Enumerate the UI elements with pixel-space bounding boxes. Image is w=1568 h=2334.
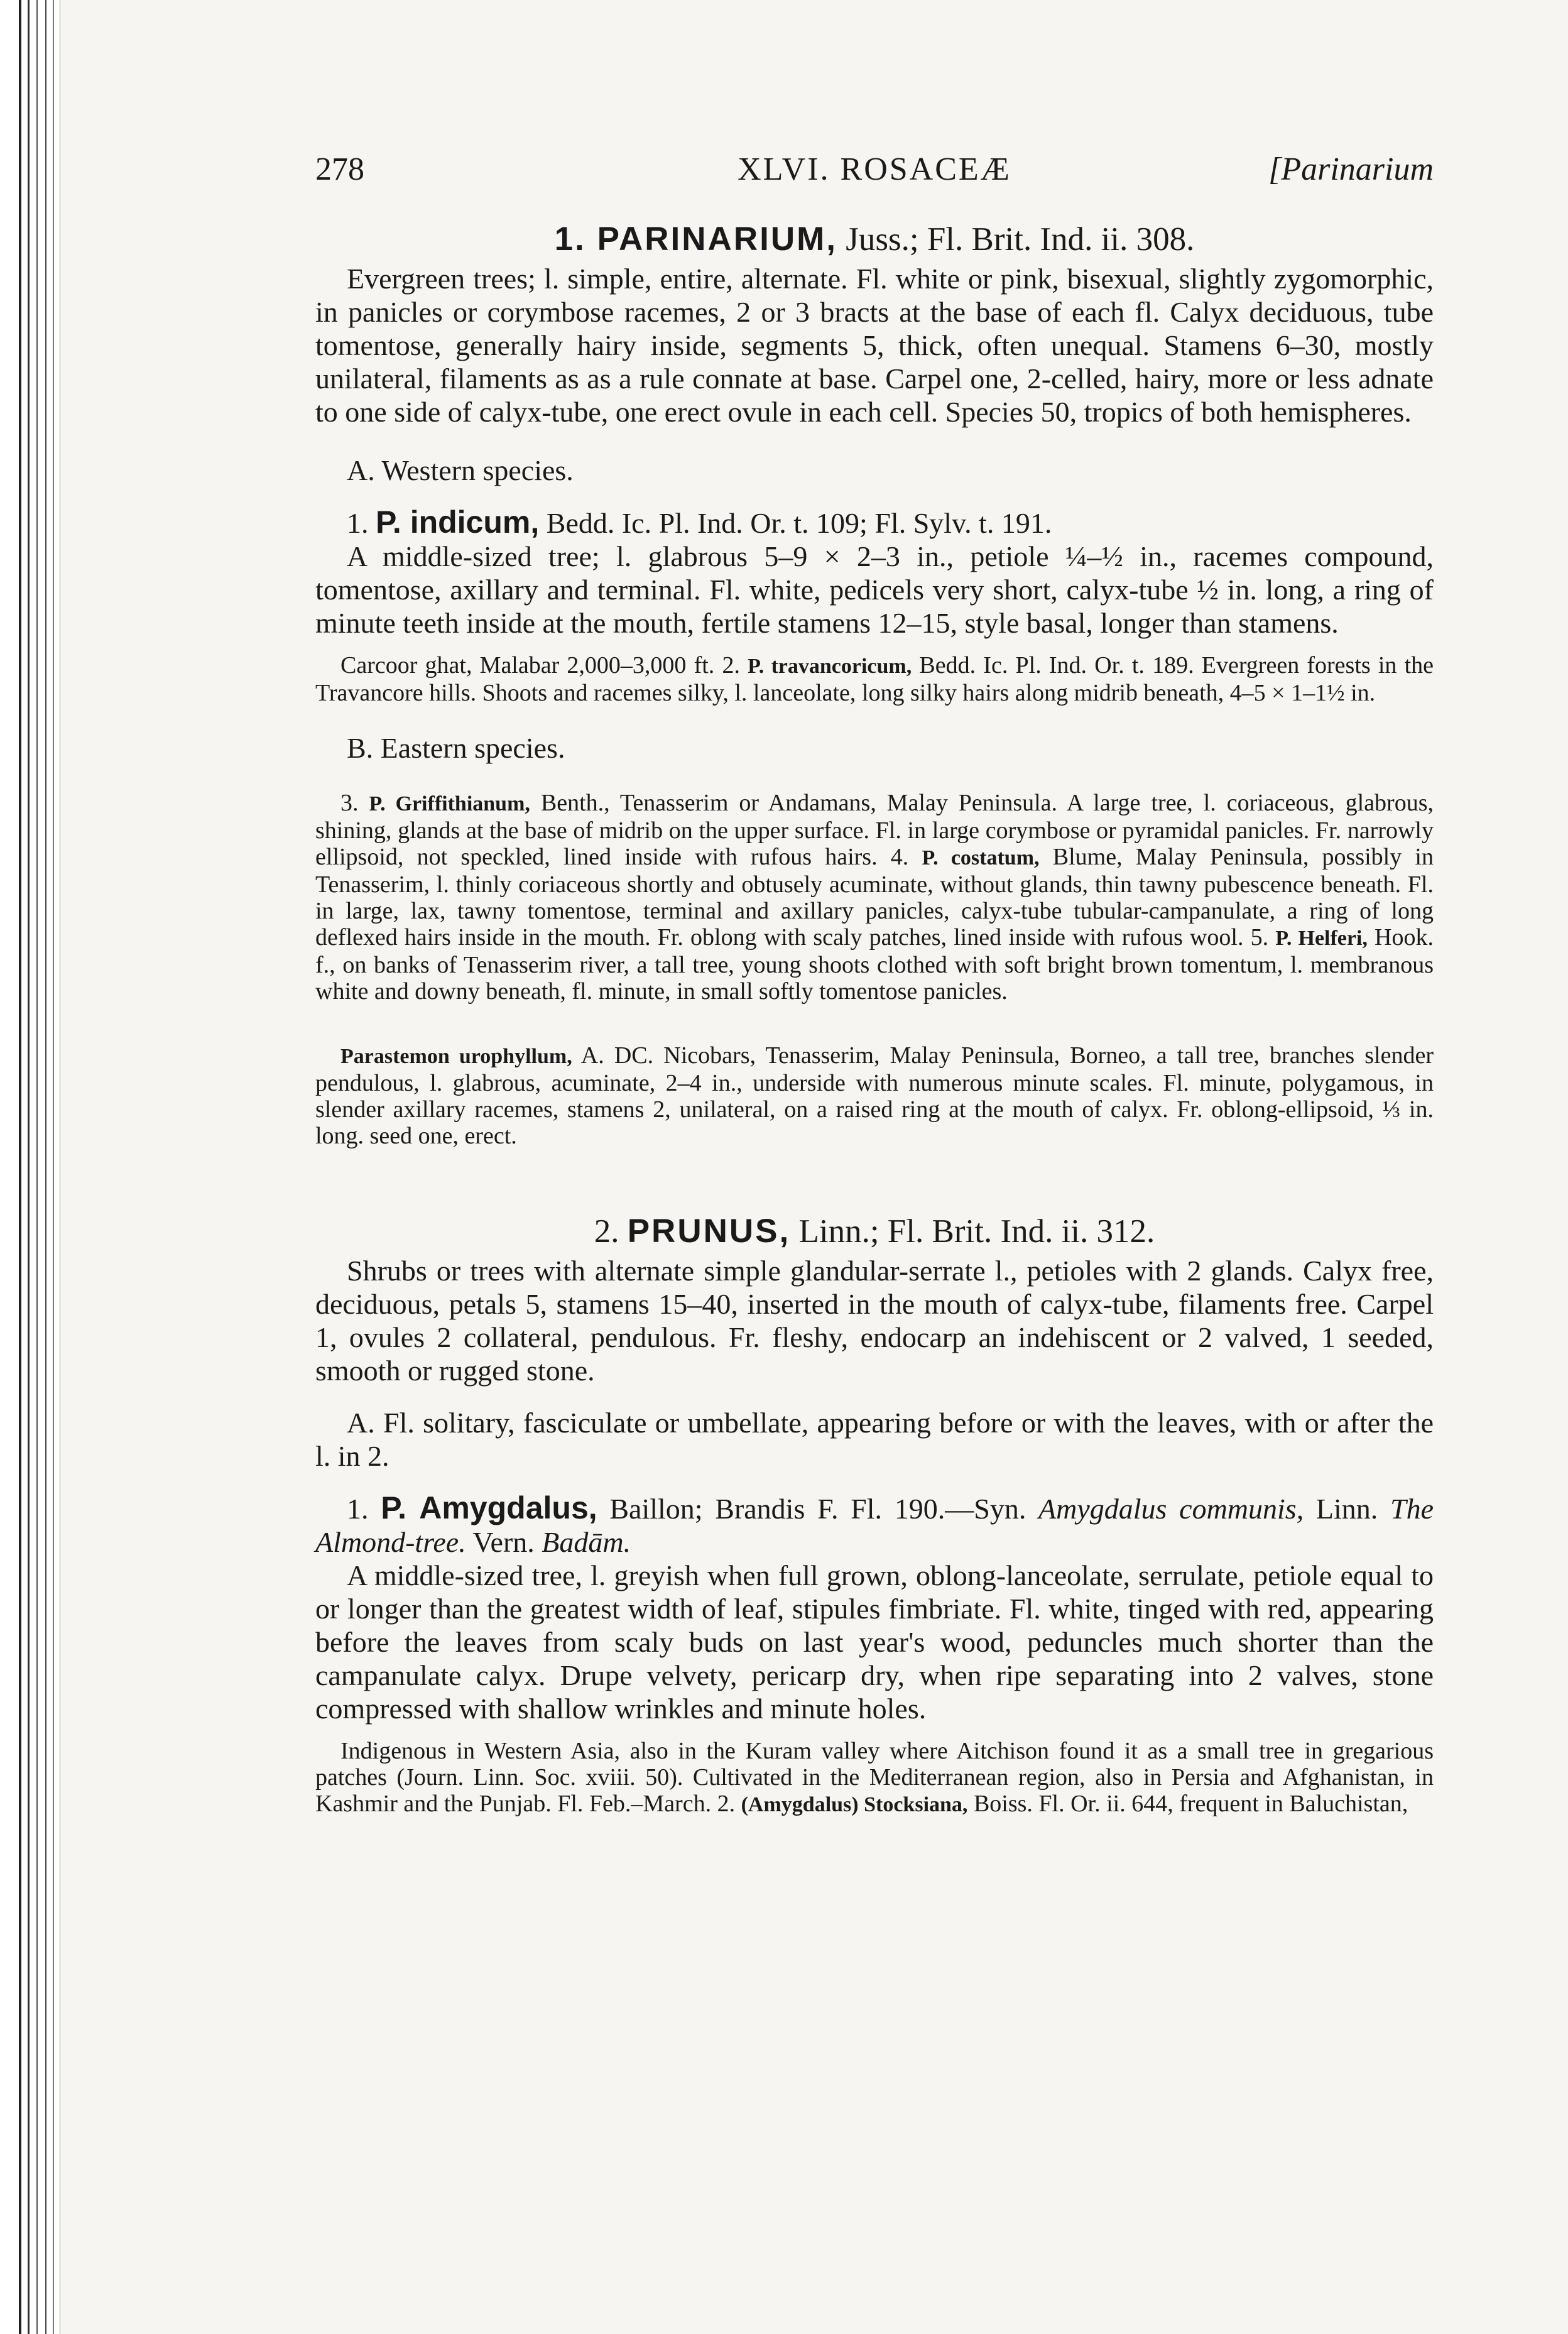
species-note: Indigenous in Western Asia, also in the Kuram valley where Aitchison found it as a small tree in gregarious patches (Journ. Linn. Soc. xviii. 50). Cultivated in the Mediterranean region, also in Persia and Afghanistan, in Kashmir and the Punjab. Fl. Feb.–March. 2. (Amygdalus) Stocksiana, Boiss. Fl. Or. ii. 644, frequent in Baluchistan, [315,1738,1434,1817]
genus-heading-parinarium: 1. PARINARIUM, Juss.; Fl. Brit. Ind. ii. 308. [554,221,1195,258]
section-heading: A. Western species. [347,454,574,486]
species-heading: 1. P. indicum, Bedd. Ic. Pl. Ind. Or. t. 109; Fl. Sylv. t. 191. [347,504,1052,540]
running-head: [Parinarium [1268,151,1434,187]
species-description: A middle-sized tree; l. glabrous 5–9 × 2–3 in., petiole ¼–½ in., racemes compound, tomentose, axillary and terminal. Fl. white, pedicels very short, calyx-tube ½ in. long, a ring of minute teeth inside at the mouth, fertile stamens 12–15, style basal, longer than stamens. [315,540,1434,639]
book-binding-edge [0,0,69,2334]
section-heading: A. Fl. solitary, fasciculate or umbellate, appearing before or with the leaves, with or after the l. in 2. [315,1407,1434,1472]
species-note: 3. P. Griffithianum, Benth., Tenasserim or Andamans, Malay Peninsula. A large tree, l. coriaceous, glabrous, shining, glands at the base of midrib on the upper surface. Fl. in large corymbose or pyramidal panicles. Fr. narrowly ellipsoid, not speckled, lined inside with rufous hairs. 4. P. costatum, Blume, Malay Peninsula, possibly in Tenasserim, l. thinly coriaceous shortly and obtusely acuminate, without glands, thin tawny pubescence beneath. Fl. in large, lax, tawny tomentose, terminal and axillary panicles, calyx-tube tubular-campanulate, a ring of long deflexed hairs inside in the mouth. Fr. oblong with scaly patches, lined inside with rufous wool. 5. P. Helferi, Hook. f., on banks of Tenasserim river, a tall tree, young shoots clothed with soft bright brown tomentum, l. membranous white and downy beneath, fl. minute, in small softly tomentose panicles. [315,790,1434,1005]
page [315,151,1434,1818]
species-note: Parastemon urophyllum, A. DC. Nicobars, Tenasserim, Malay Peninsula, Borneo, a tall tree, branches slender pendulous, l. glabrous, acuminate, 2–4 in., underside with numerous minute scales. Fl. minute, polygamous, in slender axillary racemes, stamens 2, unilateral, on a raised ring at the mouth of calyx. Fr. oblong-ellipsoid, ⅓ in. long. seed one, erect. [315,1042,1434,1149]
section-heading: B. Eastern species. [347,732,565,764]
chapter-title: XLVI. ROSACEÆ [738,151,1011,187]
genus-description: Evergreen trees; l. simple, entire, alternate. Fl. white or pink, bisexual, slightly zygomorphic, in panicles or corymbose racemes, 2 or 3 bracts at the base of each fl. Calyx deciduous, tube tomentose, generally hairy inside, segments 5, thick, often unequal. Stamens 6–30, mostly unilateral, filaments as as a rule connate at base. Carpel one, 2-celled, hairy, more or less adnate to one side of calyx-tube, one erect ovule in each cell. Species 50, tropics of both hemispheres. [315,263,1434,428]
genus-description: Shrubs or trees with alternate simple glandular-serrate l., petioles with 2 glands. Calyx free, deciduous, petals 5, stamens 15–40, inserted in the mouth of calyx-tube, filaments free. Carpel 1, ovules 2 collateral, pendulous. Fr. fleshy, endocarp an indehiscent or 2 valved, 1 seeded, smooth or rugged stone. [315,1255,1434,1387]
page-number: 278 [315,151,364,187]
page-header [315,151,1434,195]
species-heading: 1. P. Amygdalus, Baillon; Brandis F. Fl. 190.—Syn. Amygdalus communis, Linn. The Almond-tree. Vern. Badām. [315,1490,1434,1558]
genus-heading-prunus: 2. PRUNUS, Linn.; Fl. Brit. Ind. ii. 312. [594,1213,1155,1250]
species-note: Carcoor ghat, Malabar 2,000–3,000 ft. 2. P. travancoricum, Bedd. Ic. Pl. Ind. Or. t. 189. Evergreen forests in the Travancore hills. Shoots and racemes silky, l. lanceolate, long silky hairs along midrib beneath, 4–5 × 1–1½ in. [315,652,1434,706]
species-description: A middle-sized tree, l. greyish when full grown, oblong-lanceolate, serrulate, petiole equal to or longer than the greatest width of leaf, stipules fimbriate. Fl. white, tinged with red, appearing before the leaves from scaly buds on last year's wood, peduncles much shorter than the campanulate calyx. Drupe velvety, pericarp dry, when ripe separating into 2 valves, stone compressed with shallow wrinkles and minute holes. [315,1559,1434,1725]
